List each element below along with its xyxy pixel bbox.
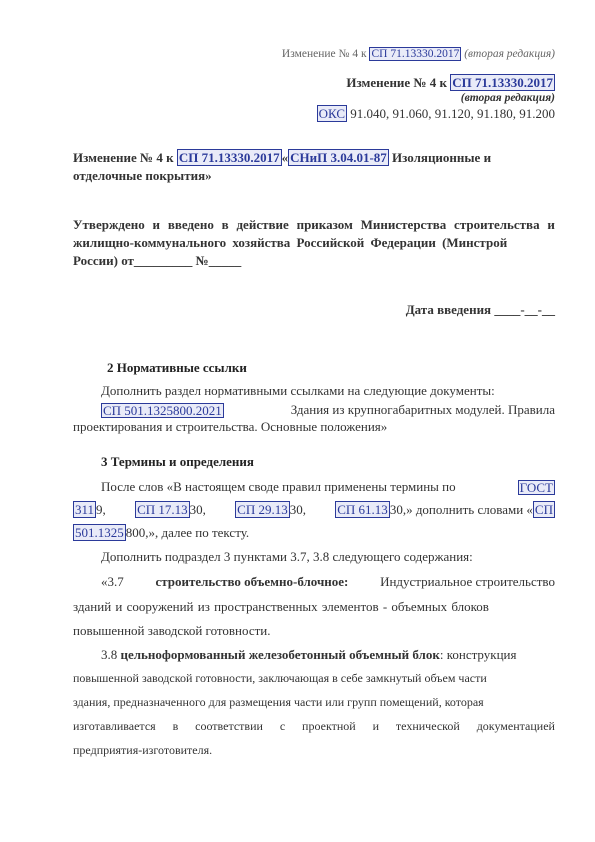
title-rest: Изоляционные и: [392, 150, 492, 165]
word: и: [547, 217, 555, 232]
word: технической: [395, 719, 460, 733]
section3-p1-line1: [101, 480, 555, 495]
term-38-line3: здания, предназначенного для размещения части или групп помещений, которая: [73, 695, 484, 709]
word: проектной: [302, 719, 356, 733]
p1-text-2: 30,: [189, 502, 206, 517]
term-37-term: строительство объемно-блочное:: [155, 574, 349, 589]
p1-text-4: 30,» дополнить словами «: [389, 502, 533, 517]
doc-header: [346, 76, 555, 89]
section3-p2: Дополнить подраздел 3 пунктами 3.7, 3.8 следующего содержания:: [101, 549, 473, 564]
term-38-line2: повышенной заводской готовности, заключающая в себе замкнутый объем части: [73, 671, 487, 685]
term-37-line1: [101, 575, 555, 588]
doc-title-line2: отделочные покрытия»: [73, 168, 212, 183]
section3-p1-text: После слов «В настоящем своде правил применены термины по: [101, 479, 456, 494]
p1-text-3: 30,: [289, 502, 306, 517]
approval-line3: России) от_________ №_____: [73, 253, 242, 268]
word: Утверждено: [73, 217, 145, 232]
p1-text-end: 800,», далее по тексту.: [125, 525, 250, 540]
section2-paragraph: Дополнить раздел нормативными ссылками на следующие документы:: [101, 383, 495, 398]
term-38-line5: предприятия-изготовителя.: [73, 743, 213, 757]
term-38-line4: [73, 720, 555, 732]
title-link-snip[interactable]: СНиП 3.04.01-87: [290, 150, 387, 165]
p1-text-1: 9,: [96, 502, 106, 517]
word: соответствии: [195, 719, 263, 733]
word: и: [152, 217, 161, 232]
approval-line2: жилищно-коммунального хозяйства Российской Федерации (Минстрой: [73, 235, 508, 250]
word: в: [172, 719, 179, 733]
term-38-def-1: : конструкция: [439, 647, 517, 662]
approval-line1: [73, 218, 555, 231]
section3-p1-line2: [73, 503, 555, 516]
word: и: [372, 719, 380, 733]
running-header-prefix: Изменение № 4 к: [281, 48, 367, 60]
word: строительства: [454, 217, 540, 232]
section2-ref-link[interactable]: СП 501.1325800.2021: [103, 403, 222, 418]
word: Министерства: [360, 217, 447, 232]
section2-heading: 2 Нормативные ссылки: [107, 360, 247, 375]
term-37-def-1: Индустриальное строительство: [380, 574, 555, 589]
word: введено: [167, 217, 214, 232]
word: с: [279, 719, 286, 733]
term-37-line2: зданий и сооружений из пространственных элементов - объемных блоков: [73, 599, 489, 614]
term-38-number: 3.8: [101, 647, 118, 662]
term-37-line3: повышенной заводской готовности.: [73, 623, 271, 638]
section2-ref-text: Здания из крупногабаритных модулей. Правила: [290, 402, 555, 417]
doc-header-edition: (вторая редакция): [460, 92, 555, 104]
term-38-line1: [101, 648, 516, 661]
section2-ref-line2: проектирования и строительства. Основные положения»: [73, 419, 388, 434]
word: в: [221, 217, 229, 232]
sp29-link[interactable]: СП 29.13: [237, 502, 288, 517]
word: документацией: [476, 719, 555, 733]
oks-codes: 91.040, 91.060, 91.120, 91.180, 91.200: [350, 106, 555, 121]
intro-date: Дата введения ____-__-__: [405, 302, 555, 317]
sp61-link[interactable]: СП 61.13: [337, 502, 388, 517]
sp17-link[interactable]: СП 17.13: [137, 502, 188, 517]
running-header: [282, 49, 555, 61]
running-header-link[interactable]: СП 71.13330.2017: [371, 48, 460, 60]
word: действие: [236, 217, 289, 232]
gost-link-cont[interactable]: 311: [75, 502, 95, 517]
term-38-term: цельноформованный железобетонный объемный блок: [120, 647, 440, 662]
word: изготавливается: [73, 719, 156, 733]
title-link-sp[interactable]: СП 71.13330.2017: [178, 150, 280, 165]
term-37-number: «3.7: [101, 574, 124, 589]
doc-header-prefix: Изменение № 4 к: [346, 75, 447, 90]
running-header-edition: (вторая редакция): [464, 48, 555, 60]
oks-link[interactable]: ОКС: [318, 106, 345, 121]
sp501-link-cont[interactable]: 501.1325: [75, 525, 124, 540]
section2-ref-line1: [101, 403, 555, 418]
word: приказом: [296, 217, 353, 232]
doc-header-link[interactable]: СП 71.13330.2017: [452, 75, 553, 90]
doc-title-line1: [73, 151, 491, 164]
gost-link[interactable]: ГОСТ: [519, 480, 553, 495]
oks-line: [317, 107, 555, 120]
title-prefix: Изменение № 4 к: [73, 150, 174, 165]
sp501-link[interactable]: СП: [534, 502, 553, 517]
section3-heading: 3 Термины и определения: [101, 454, 254, 469]
section3-p1-line3: [73, 526, 249, 539]
title-quote: «: [281, 150, 289, 165]
